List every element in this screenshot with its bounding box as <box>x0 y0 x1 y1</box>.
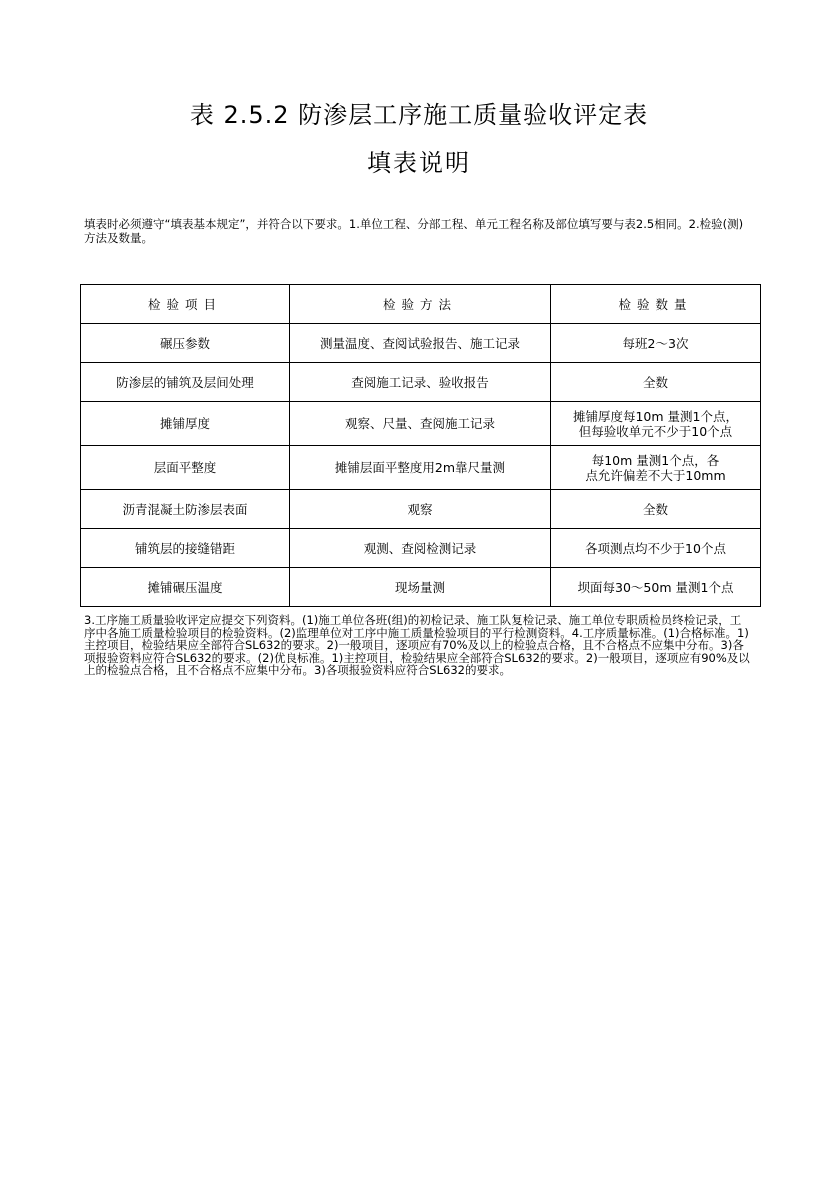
cell-item: 摊铺碾压温度 <box>81 568 290 607</box>
cell-quantity <box>551 529 761 568</box>
inspection-table <box>80 284 761 607</box>
quantity-line: 点允许偏差不大于10mm <box>585 467 726 483</box>
cell-item: 防渗层的铺筑及层间处理 <box>81 363 290 402</box>
page-subtitle: 填表说明 <box>367 149 471 177</box>
header-inspection-method: 检验方法 <box>290 285 551 324</box>
table-row <box>81 324 761 363</box>
table-row <box>81 529 761 568</box>
cell-item: 沥青混凝土防渗层表面 <box>81 490 290 529</box>
cell-quantity <box>551 446 761 490</box>
cell-item: 碾压参数 <box>81 324 290 363</box>
table-header-row <box>81 285 761 324</box>
cell-item: 摊铺厚度 <box>81 402 290 446</box>
quantity-line: 每班2～3次 <box>622 335 689 351</box>
quantity-line: 每10m 量测1个点，各 <box>591 452 720 468</box>
cell-method: 测量温度、查阅试验报告、施工记录 <box>290 324 551 363</box>
quantity-line: 摊铺厚度每10m 量测1个点， <box>572 408 738 424</box>
cell-quantity <box>551 363 761 402</box>
table-row <box>81 402 761 446</box>
table-row <box>81 446 761 490</box>
cell-method: 观察 <box>290 490 551 529</box>
cell-method: 现场量测 <box>290 568 551 607</box>
cell-item: 层面平整度 <box>81 446 290 490</box>
cell-quantity <box>551 402 761 446</box>
header-inspection-quantity: 检验数量 <box>551 285 761 324</box>
quantity-line: 各项测点均不少于10个点 <box>585 540 726 556</box>
quantity-line: 但每验收单元不少于10个点 <box>578 423 733 439</box>
header-inspection-item: 检验项目 <box>81 285 290 324</box>
notes-paragraph: 3.工序施工质量验收评定应提交下列资料。(1)施工单位各班(组)的初检记录、施工队复检记录、施工单位专职质检员终检记录，工序中各施工质量检验项目的检验资料。(2)监理单位对工序中施工质量检验项目的平行检测资料。4.工序质量标准。(1)合格标准。1)主控项目，检验结果应全部符合SL632的要求。2)一般项目，逐项应有70%及以上的检验点合格，且不合格点不应集中分布。3)各项报验资料应符合SL632的要求。(2)优良标准。1)主控项目，检验结果应全部符合SL632的要求。2)一般项目，逐项应有90%及以上的检验点合格，且不合格点不应集中分布。3)各项报验资料应符合SL632的要求。 <box>84 613 750 677</box>
cell-item: 铺筑层的接缝错距 <box>81 529 290 568</box>
table-row <box>81 490 761 529</box>
page-title: 表 2.5.2 防渗层工序施工质量验收评定表 <box>189 101 649 129</box>
cell-quantity <box>551 568 761 607</box>
cell-method: 摊铺层面平整度用2m靠尺量测 <box>290 446 551 490</box>
table-row <box>81 568 761 607</box>
cell-method: 观察、尺量、查阅施工记录 <box>290 402 551 446</box>
intro-paragraph: 填表时必须遵守“填表基本规定”，并符合以下要求。1.单位工程、分部工程、单元工程名称及部位填写要与表2.5相同。2.检验(测)方法及数量。 <box>84 217 744 245</box>
table-row <box>81 363 761 402</box>
quantity-line: 全数 <box>642 374 668 390</box>
quantity-line: 全数 <box>642 501 668 517</box>
cell-method: 观测、查阅检测记录 <box>290 529 551 568</box>
cell-quantity <box>551 324 761 363</box>
quantity-line: 坝面每30～50m 量测1个点 <box>577 579 734 595</box>
cell-quantity <box>551 490 761 529</box>
cell-method: 查阅施工记录、验收报告 <box>290 363 551 402</box>
